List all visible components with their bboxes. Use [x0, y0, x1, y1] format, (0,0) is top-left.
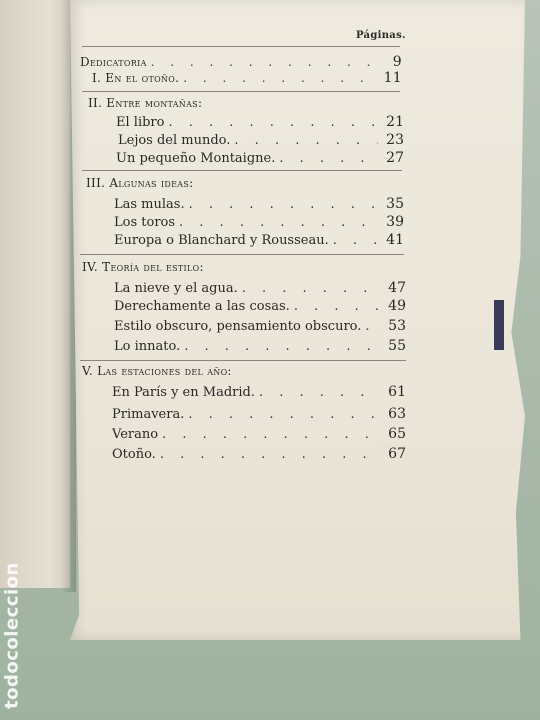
toc-section-entre-montanas: II. Entre montañas: — [88, 96, 203, 110]
rule-1 — [82, 91, 400, 92]
toc-entry-lo-innato: Lo innato. . . . 55 — [114, 338, 406, 354]
header-rule — [82, 46, 400, 47]
toc-entry-estilo-obscuro: Estilo obscuro, pensamiento obscuro. . . . 53 — [114, 318, 406, 334]
toc-entry-otono: Otoño. . . . 67 — [112, 446, 406, 462]
toc-entry-en-paris-y-en-madrid: En París y en Madrid. . . . 61 — [112, 384, 406, 400]
toc-entry-las-mulas: Las mulas. . . . 35 — [114, 196, 404, 212]
toc-entry-un-pequeno-montaigne: Un pequeño Montaigne. . . . 27 — [116, 150, 404, 166]
toc-entry-verano: Verano . . . 65 — [112, 426, 406, 442]
toc-entry-los-toros: Los toros . . . 39 — [114, 214, 404, 230]
toc-entry-la-nieve-y-el-agua: La nieve y el agua. . . . 47 — [114, 280, 406, 296]
toc-entry-lejos-del-mundo: Lejos del mundo. . . . 23 — [118, 132, 404, 148]
paginas-header: Páginas. — [356, 30, 406, 41]
toc-entry-primavera: Primavera. . . . 63 — [112, 406, 406, 422]
toc-entry-en-el-otono: I. En el otoño. . . . 11 — [92, 70, 402, 86]
toc-entry-derechamente-a-las-cosas: Derechamente a las cosas. . . . 49 — [114, 298, 406, 314]
toc-entry-dedicatoria: Dedicatoria . . . 9 — [80, 54, 402, 70]
rule-2 — [82, 170, 402, 171]
toc-section-algunas-ideas: III. Algunas ideas: — [86, 176, 194, 190]
rule-4 — [80, 360, 406, 361]
toc-section-teoria-del-estilo: IV. Teoría del estilo: — [82, 260, 204, 274]
rule-3 — [80, 254, 404, 255]
toc-section-las-estaciones-del-ano: V. Las estaciones del año: — [82, 364, 232, 378]
toc-entry-europa-blanchard-rousseau: Europa o Blanchard y Rousseau. . . . 41 — [114, 232, 404, 248]
watermark-logo: todocoleccion — [1, 562, 23, 710]
toc-entry-el-libro: El libro . . . 21 — [116, 114, 404, 130]
